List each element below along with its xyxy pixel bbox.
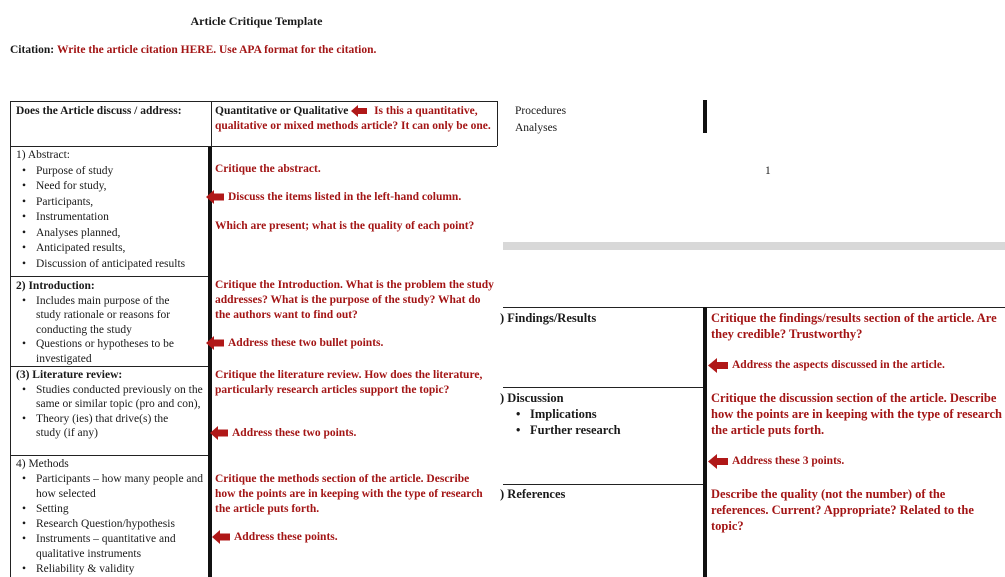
list-item: • Theory (ies) that drive(s) the study (if any) bbox=[16, 412, 206, 441]
introduction-cell bbox=[16, 279, 191, 366]
list-item: • Research Question/hypothesis bbox=[16, 517, 206, 532]
list-item: • Includes main purpose of the study rationale or reasons for conducting the study bbox=[16, 294, 191, 338]
abstract-note bbox=[206, 190, 496, 205]
table-mid-rule bbox=[211, 101, 212, 146]
list-item: • Reliability & validity bbox=[16, 562, 206, 577]
procedures-analyses bbox=[515, 103, 566, 137]
introduction-note-text: Address these two bullet points. bbox=[228, 337, 384, 349]
list-item: • Implications bbox=[510, 406, 700, 422]
page2-top-thick-rule bbox=[703, 100, 707, 133]
discussion-cell bbox=[500, 390, 700, 438]
page2-top-rule bbox=[503, 307, 1005, 308]
literature-note bbox=[210, 426, 495, 441]
introduction-list bbox=[16, 294, 191, 367]
page-number: 1 bbox=[765, 165, 771, 177]
header-right-cell bbox=[215, 104, 495, 133]
row-rule bbox=[10, 146, 497, 147]
table-top-rule bbox=[10, 101, 497, 102]
left-arrow-icon bbox=[708, 454, 728, 469]
row-rule bbox=[503, 387, 703, 388]
document-title: Article Critique Template bbox=[190, 14, 323, 28]
header-left-cell: Does the Article discuss / address: bbox=[16, 105, 182, 117]
discussion-label: ) Discussion bbox=[500, 391, 564, 405]
row-rule bbox=[10, 276, 208, 277]
literature-cell bbox=[16, 368, 206, 441]
header-method-prompt: Is this a quantitative, qualitative or mixed methods article? It can only be one. bbox=[215, 105, 491, 132]
list-item: • Further research bbox=[510, 422, 700, 438]
page2-mid-thick-rule bbox=[703, 307, 707, 577]
abstract-list bbox=[16, 164, 206, 273]
list-item: • Anticipated results, bbox=[16, 241, 206, 257]
analyses-label: Analyses bbox=[515, 122, 558, 134]
table-right-rule bbox=[497, 101, 498, 146]
list-item: • Need for study, bbox=[16, 179, 206, 195]
abstract-cell bbox=[16, 148, 206, 272]
findings-note bbox=[708, 358, 1005, 373]
literature-note-text: Address these two points. bbox=[232, 427, 357, 439]
abstract-critique: Critique the abstract. bbox=[215, 163, 321, 175]
list-item: • Analyses planned, bbox=[16, 226, 206, 242]
procedures-label: Procedures bbox=[515, 105, 567, 117]
left-arrow-icon bbox=[212, 530, 230, 544]
literature-critique: Critique the literature review. How does the literature, particularly research articles support the topic? bbox=[215, 369, 483, 396]
list-item: • Purpose of study bbox=[16, 164, 206, 180]
findings-note-text: Address the aspects discussed in the article. bbox=[732, 359, 945, 372]
methods-heading: 4) Methods bbox=[16, 458, 69, 470]
list-item: • Setting bbox=[16, 502, 206, 517]
row-rule bbox=[10, 366, 208, 367]
methods-list bbox=[16, 472, 206, 577]
methods-cell bbox=[16, 457, 206, 577]
left-arrow-icon bbox=[206, 190, 224, 204]
abstract-question: Which are present; what is the quality of each point? bbox=[215, 220, 475, 232]
introduction-critique: Critique the Introduction. What is the problem the study addresses? What is the purpose of the study? What do the authors want to find out? bbox=[215, 279, 494, 321]
header-method-type: Quantitative or Qualitative bbox=[215, 105, 349, 117]
row-rule bbox=[503, 484, 703, 485]
discussion-note-text: Address these 3 points. bbox=[732, 455, 845, 468]
left-arrow-icon bbox=[708, 358, 728, 373]
findings-label: ) Findings/Results bbox=[500, 311, 597, 325]
discussion-list bbox=[510, 406, 700, 438]
left-arrow-icon bbox=[351, 105, 367, 117]
list-item: • Discussion of anticipated results bbox=[16, 257, 206, 273]
methods-note bbox=[212, 530, 492, 545]
list-item: • Participants, bbox=[16, 195, 206, 211]
discussion-note bbox=[708, 454, 1005, 469]
abstract-note-text: Discuss the items listed in the left-hand column. bbox=[228, 191, 462, 203]
list-item: • Instrumentation bbox=[16, 210, 206, 226]
literature-heading: (3) Literature review: bbox=[16, 369, 123, 381]
left-arrow-icon bbox=[206, 336, 224, 350]
references-label: ) References bbox=[500, 487, 566, 501]
list-item: • Instruments – quantitative and qualitative instruments bbox=[16, 532, 206, 562]
table-mid-thick-rule bbox=[208, 146, 212, 577]
findings-critique: Critique the findings/results section of the article. Are they credible? Trustworthy? bbox=[711, 311, 997, 341]
row-rule bbox=[10, 455, 208, 456]
list-item: • Questions or hypotheses to be investigated bbox=[16, 337, 191, 366]
methods-note-text: Address these points. bbox=[234, 531, 338, 543]
abstract-heading: 1) Abstract: bbox=[16, 149, 70, 161]
introduction-note bbox=[206, 336, 496, 351]
references-critique: Describe the quality (not the number) of the references. Current? Appropriate? Related to the topic? bbox=[711, 487, 974, 533]
table-left-rule bbox=[10, 101, 11, 577]
left-arrow-icon bbox=[210, 426, 228, 440]
literature-list bbox=[16, 383, 206, 441]
citation-line bbox=[10, 43, 376, 58]
citation-instruction: Write the article citation HERE. Use APA format for the citation. bbox=[56, 44, 377, 56]
list-item: • Studies conducted previously on the same or similar topic (pro and con), bbox=[16, 383, 206, 412]
discussion-critique: Critique the discussion section of the article. Describe how the points are in keeping with the type of research the article puts forth. bbox=[711, 391, 1002, 437]
citation-label: Citation: bbox=[10, 44, 55, 56]
page-break-bar bbox=[503, 242, 1005, 250]
introduction-heading: 2) Introduction: bbox=[16, 280, 95, 292]
list-item: • Participants – how many people and how selected bbox=[16, 472, 206, 502]
methods-critique: Critique the methods section of the article. Describe how the points are in keeping with the type of research the article puts forth. bbox=[215, 473, 483, 515]
